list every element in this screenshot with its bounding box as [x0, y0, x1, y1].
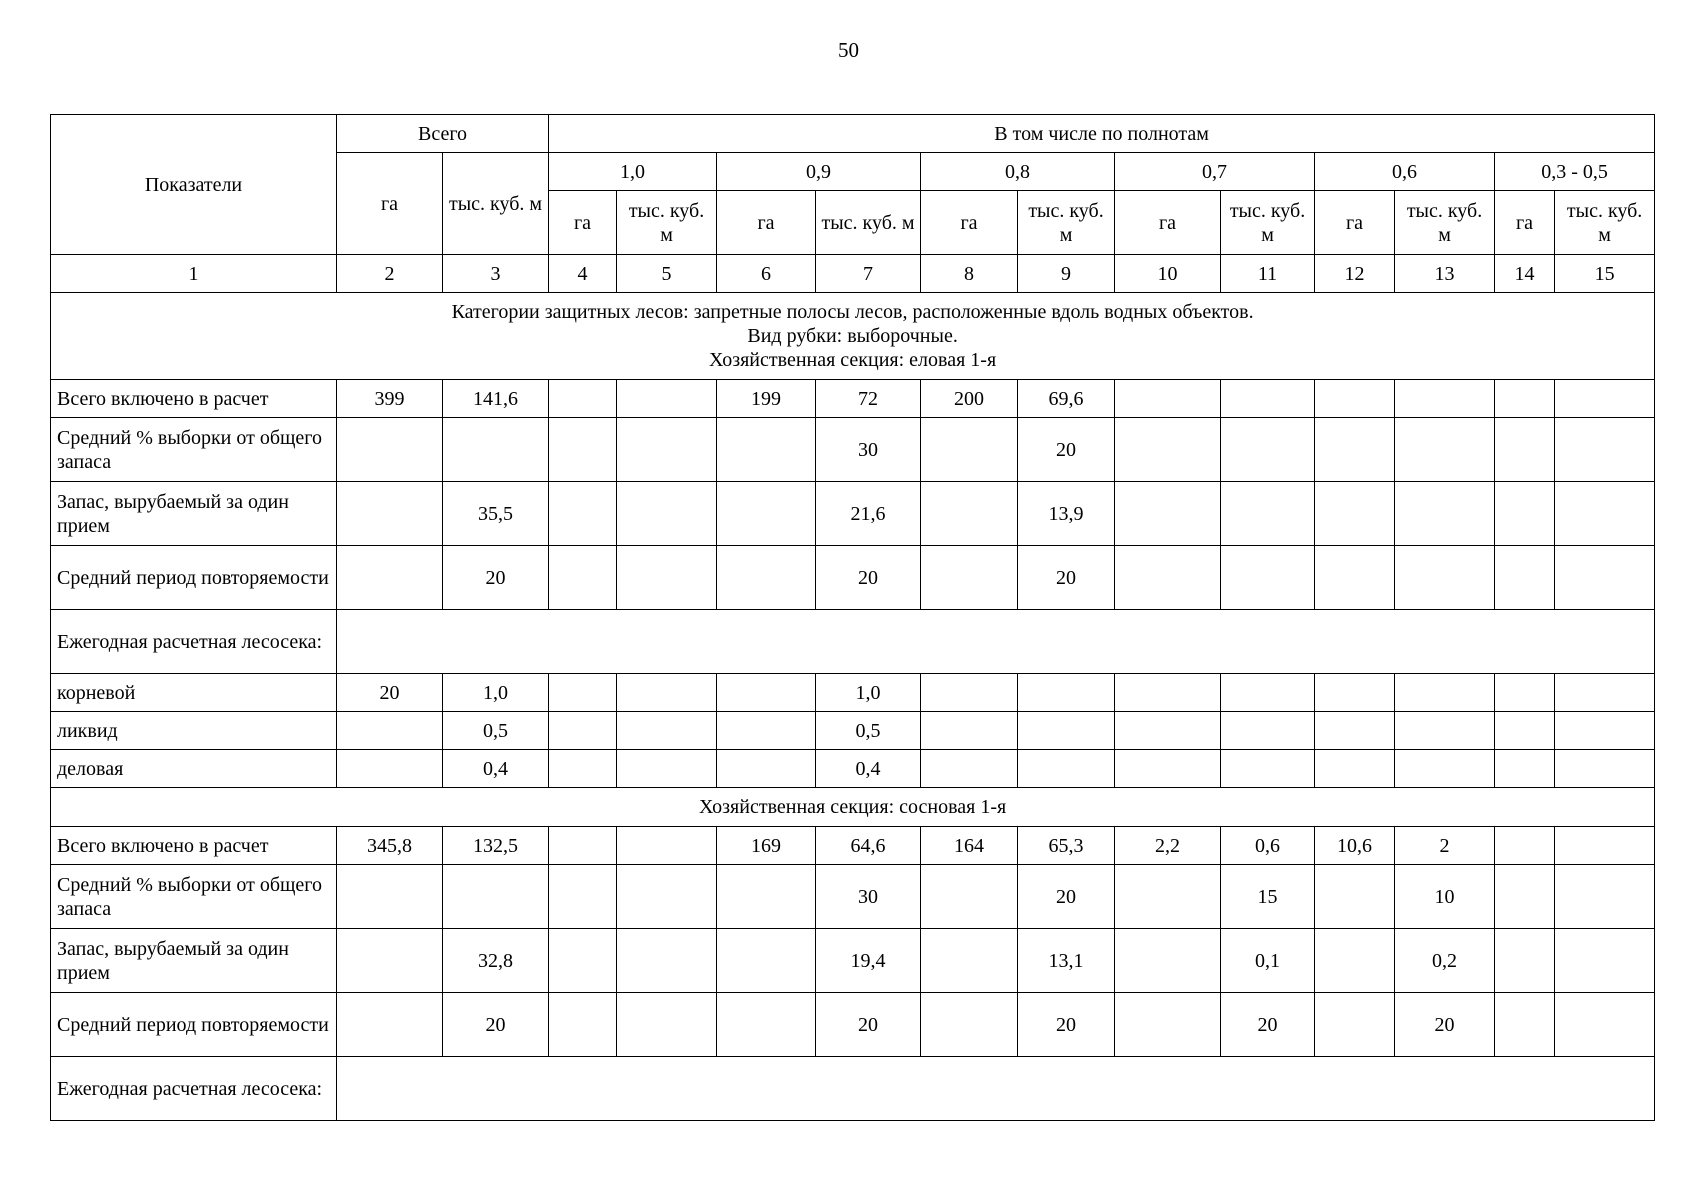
table-cell	[549, 674, 617, 712]
header-volume: тыс. куб. м	[816, 191, 921, 255]
table-cell: 0,4	[443, 750, 549, 788]
table-cell: 169	[717, 827, 816, 865]
table-cell	[617, 827, 717, 865]
table-cell	[1115, 418, 1221, 482]
header-total-volume: тыс. куб. м	[443, 153, 549, 255]
table-cell	[1018, 674, 1115, 712]
table-cell	[443, 865, 549, 929]
table-cell	[549, 546, 617, 610]
table-cell: 20	[1221, 993, 1315, 1057]
table-cell	[1555, 546, 1655, 610]
table-cell	[717, 993, 816, 1057]
column-number: 4	[549, 255, 617, 293]
table-cell	[1315, 674, 1395, 712]
row-label: Средний период повторяемости	[51, 993, 337, 1057]
table-cell	[1555, 827, 1655, 865]
table-cell: 72	[816, 380, 921, 418]
table-cell: 20	[816, 546, 921, 610]
table-cell	[1395, 750, 1495, 788]
table-cell	[1221, 380, 1315, 418]
table-cell	[443, 418, 549, 482]
table-row	[51, 482, 1655, 546]
header-ha: га	[921, 191, 1018, 255]
table-cell	[1395, 482, 1495, 546]
row-label: Всего включено в расчет	[51, 380, 337, 418]
header-density-0-8: 0,8	[921, 153, 1115, 191]
header-indicators: Показатели	[51, 115, 337, 255]
table-cell: 69,6	[1018, 380, 1115, 418]
table-cell: 0,5	[443, 712, 549, 750]
table-cell	[921, 712, 1018, 750]
row-label: Средний период повторяемости	[51, 546, 337, 610]
section-2-title: Хозяйственная секция: сосновая 1-я	[51, 788, 1655, 827]
header-including: В том числе по полнотам	[549, 115, 1655, 153]
table-cell: 13,1	[1018, 929, 1115, 993]
table-cell	[717, 418, 816, 482]
table-cell	[1315, 418, 1395, 482]
column-number: 2	[337, 255, 443, 293]
table-row	[51, 610, 1655, 674]
column-number: 6	[717, 255, 816, 293]
table-cell	[1315, 712, 1395, 750]
table-cell: 1,0	[816, 674, 921, 712]
table-cell: 20	[1395, 993, 1495, 1057]
table-cell: 0,2	[1395, 929, 1495, 993]
table-cell	[617, 712, 717, 750]
table-cell	[549, 418, 617, 482]
table-cell: 20	[443, 993, 549, 1057]
table-cell: 2,2	[1115, 827, 1221, 865]
column-number: 5	[617, 255, 717, 293]
table-cell	[617, 380, 717, 418]
table-cell	[1495, 827, 1555, 865]
table-cell	[1018, 712, 1115, 750]
table-cell	[337, 482, 443, 546]
header-ha: га	[1315, 191, 1395, 255]
table-cell	[1395, 712, 1495, 750]
table-row	[51, 1057, 1655, 1121]
table-cell	[717, 546, 816, 610]
row-label: Ежегодная расчетная лесосека:	[51, 1057, 337, 1121]
table-cell	[1315, 865, 1395, 929]
table-cell	[717, 929, 816, 993]
table-cell	[921, 865, 1018, 929]
table-row	[51, 418, 1655, 482]
section-2-header	[51, 788, 1655, 827]
column-number: 9	[1018, 255, 1115, 293]
table-cell	[1495, 865, 1555, 929]
table-cell: 1,0	[443, 674, 549, 712]
empty-merged-cell	[337, 610, 1655, 674]
table-cell: 199	[717, 380, 816, 418]
table-cell	[921, 482, 1018, 546]
header-volume: тыс. куб. м	[1395, 191, 1495, 255]
table-cell	[617, 929, 717, 993]
table-row	[51, 993, 1655, 1057]
table-row	[51, 750, 1655, 788]
table-cell: 20	[1018, 546, 1115, 610]
table-cell	[1115, 750, 1221, 788]
table-cell	[1221, 418, 1315, 482]
table-cell: 32,8	[443, 929, 549, 993]
column-number: 15	[1555, 255, 1655, 293]
table-cell	[1221, 712, 1315, 750]
row-label: Ежегодная расчетная лесосека:	[51, 610, 337, 674]
row-label: деловая	[51, 750, 337, 788]
table-cell	[617, 546, 717, 610]
table-cell	[1395, 674, 1495, 712]
column-number: 14	[1495, 255, 1555, 293]
table-cell: 141,6	[443, 380, 549, 418]
table-cell	[1495, 482, 1555, 546]
table-cell	[1115, 993, 1221, 1057]
section-1-title-line: Хозяйственная секция: еловая 1-я	[709, 349, 997, 371]
table-cell	[1315, 993, 1395, 1057]
table-cell: 0,4	[816, 750, 921, 788]
table-cell: 20	[443, 546, 549, 610]
table-cell	[337, 865, 443, 929]
row-label: Средний % выборки от общего запаса	[51, 418, 337, 482]
table-cell	[1495, 929, 1555, 993]
table-cell	[921, 750, 1018, 788]
header-ha: га	[549, 191, 617, 255]
table-cell	[617, 482, 717, 546]
table-cell: 65,3	[1018, 827, 1115, 865]
column-number: 8	[921, 255, 1018, 293]
table-cell	[1221, 482, 1315, 546]
table-row	[51, 865, 1655, 929]
header-density-1-0: 1,0	[549, 153, 717, 191]
table-cell: 0,6	[1221, 827, 1315, 865]
table-cell	[337, 993, 443, 1057]
table-cell	[921, 929, 1018, 993]
header-volume: тыс. куб. м	[1018, 191, 1115, 255]
table-cell	[337, 418, 443, 482]
table-cell	[1555, 380, 1655, 418]
table-cell: 10,6	[1315, 827, 1395, 865]
table-cell: 21,6	[816, 482, 921, 546]
table-cell: 132,5	[443, 827, 549, 865]
table-row	[51, 546, 1655, 610]
table-cell	[337, 712, 443, 750]
header-volume: тыс. куб. м	[1555, 191, 1655, 255]
table-cell: 20	[1018, 993, 1115, 1057]
table-cell: 0,1	[1221, 929, 1315, 993]
table-cell	[617, 993, 717, 1057]
table-cell: 345,8	[337, 827, 443, 865]
table-cell: 20	[816, 993, 921, 1057]
header-volume: тыс. куб. м	[617, 191, 717, 255]
column-number: 7	[816, 255, 921, 293]
header-total-ha: га	[337, 153, 443, 255]
header-density-0-9: 0,9	[717, 153, 921, 191]
header-volume: тыс. куб. м	[1221, 191, 1315, 255]
table-cell	[549, 865, 617, 929]
table-cell	[549, 750, 617, 788]
header-density-0-3-0-5: 0,3 - 0,5	[1495, 153, 1655, 191]
table-cell	[1115, 380, 1221, 418]
table-cell	[1115, 546, 1221, 610]
column-number: 3	[443, 255, 549, 293]
row-label: ликвид	[51, 712, 337, 750]
column-number: 13	[1395, 255, 1495, 293]
row-label: Средний % выборки от общего запаса	[51, 865, 337, 929]
table-cell	[717, 865, 816, 929]
table-row	[51, 674, 1655, 712]
table-cell	[1395, 380, 1495, 418]
table-cell	[337, 546, 443, 610]
section-1-title	[51, 293, 1655, 380]
table-cell	[1221, 750, 1315, 788]
column-number: 10	[1115, 255, 1221, 293]
table-cell	[1555, 865, 1655, 929]
table-cell: 0,5	[816, 712, 921, 750]
table-cell	[1495, 993, 1555, 1057]
table-cell	[1115, 674, 1221, 712]
table-cell	[1555, 929, 1655, 993]
page-number: 50	[838, 38, 859, 62]
table-cell	[1221, 546, 1315, 610]
section-1-header	[51, 293, 1655, 380]
table-cell	[1315, 482, 1395, 546]
table-cell	[549, 712, 617, 750]
table-cell	[337, 750, 443, 788]
section-1-title-line: Категории защитных лесов: запретные полосы лесов, расположенные вдоль водных объектов.	[451, 301, 1254, 323]
table-cell	[717, 750, 816, 788]
table-cell: 30	[816, 865, 921, 929]
table-cell	[1115, 712, 1221, 750]
table-cell	[921, 674, 1018, 712]
table-cell	[1315, 546, 1395, 610]
table-cell	[549, 993, 617, 1057]
allowable-cut-table	[50, 114, 1655, 1121]
table-cell	[549, 482, 617, 546]
table-cell	[617, 865, 717, 929]
table-cell	[1555, 750, 1655, 788]
table-cell	[1315, 929, 1395, 993]
row-label: Всего включено в расчет	[51, 827, 337, 865]
table-cell	[1555, 712, 1655, 750]
table-cell	[617, 674, 717, 712]
table-cell: 19,4	[816, 929, 921, 993]
row-label: корневой	[51, 674, 337, 712]
table-cell	[717, 482, 816, 546]
table-cell	[337, 929, 443, 993]
table-cell	[717, 712, 816, 750]
table-cell	[549, 929, 617, 993]
row-label: Запас, вырубаемый за один прием	[51, 929, 337, 993]
table-cell	[1315, 750, 1395, 788]
table-cell	[1495, 546, 1555, 610]
table-cell	[1555, 482, 1655, 546]
table-cell	[717, 674, 816, 712]
table-cell	[1555, 418, 1655, 482]
table-cell: 35,5	[443, 482, 549, 546]
table-cell	[1115, 482, 1221, 546]
table-cell	[549, 380, 617, 418]
table-cell	[1495, 418, 1555, 482]
column-number: 12	[1315, 255, 1395, 293]
empty-merged-cell	[337, 1057, 1655, 1121]
table-cell: 13,9	[1018, 482, 1115, 546]
table-cell	[921, 546, 1018, 610]
table-cell: 399	[337, 380, 443, 418]
table-cell: 64,6	[816, 827, 921, 865]
table-cell	[1115, 929, 1221, 993]
table-cell: 10	[1395, 865, 1495, 929]
column-number: 1	[51, 255, 337, 293]
table-cell: 20	[337, 674, 443, 712]
section-1-title-line: Вид рубки: выборочные.	[747, 325, 958, 347]
table-cell: 200	[921, 380, 1018, 418]
column-numbers-row	[51, 255, 1655, 293]
table-cell	[1395, 418, 1495, 482]
table-row	[51, 712, 1655, 750]
table-cell: 2	[1395, 827, 1495, 865]
row-label: Запас, вырубаемый за один прием	[51, 482, 337, 546]
table-cell: 30	[816, 418, 921, 482]
table-cell	[1315, 380, 1395, 418]
header-density-0-6: 0,6	[1315, 153, 1495, 191]
table-cell: 20	[1018, 865, 1115, 929]
table-cell	[921, 993, 1018, 1057]
table-cell: 20	[1018, 418, 1115, 482]
table-cell	[617, 418, 717, 482]
table-cell	[549, 827, 617, 865]
table-cell	[921, 418, 1018, 482]
table-cell	[1018, 750, 1115, 788]
header-density-0-7: 0,7	[1115, 153, 1315, 191]
table-row	[51, 827, 1655, 865]
table-row	[51, 380, 1655, 418]
table-cell	[1495, 380, 1555, 418]
table-cell	[1555, 993, 1655, 1057]
table-row	[51, 929, 1655, 993]
table-cell: 15	[1221, 865, 1315, 929]
table-cell	[617, 750, 717, 788]
table-cell	[1555, 674, 1655, 712]
column-number: 11	[1221, 255, 1315, 293]
header-ha: га	[1495, 191, 1555, 255]
header-ha: га	[717, 191, 816, 255]
table-cell	[1495, 674, 1555, 712]
table-cell	[1115, 865, 1221, 929]
table-cell	[1395, 546, 1495, 610]
table-cell	[1495, 712, 1555, 750]
table-cell	[1495, 750, 1555, 788]
header-ha: га	[1115, 191, 1221, 255]
header-total: Всего	[337, 115, 549, 153]
table-cell	[1221, 674, 1315, 712]
table-cell: 164	[921, 827, 1018, 865]
